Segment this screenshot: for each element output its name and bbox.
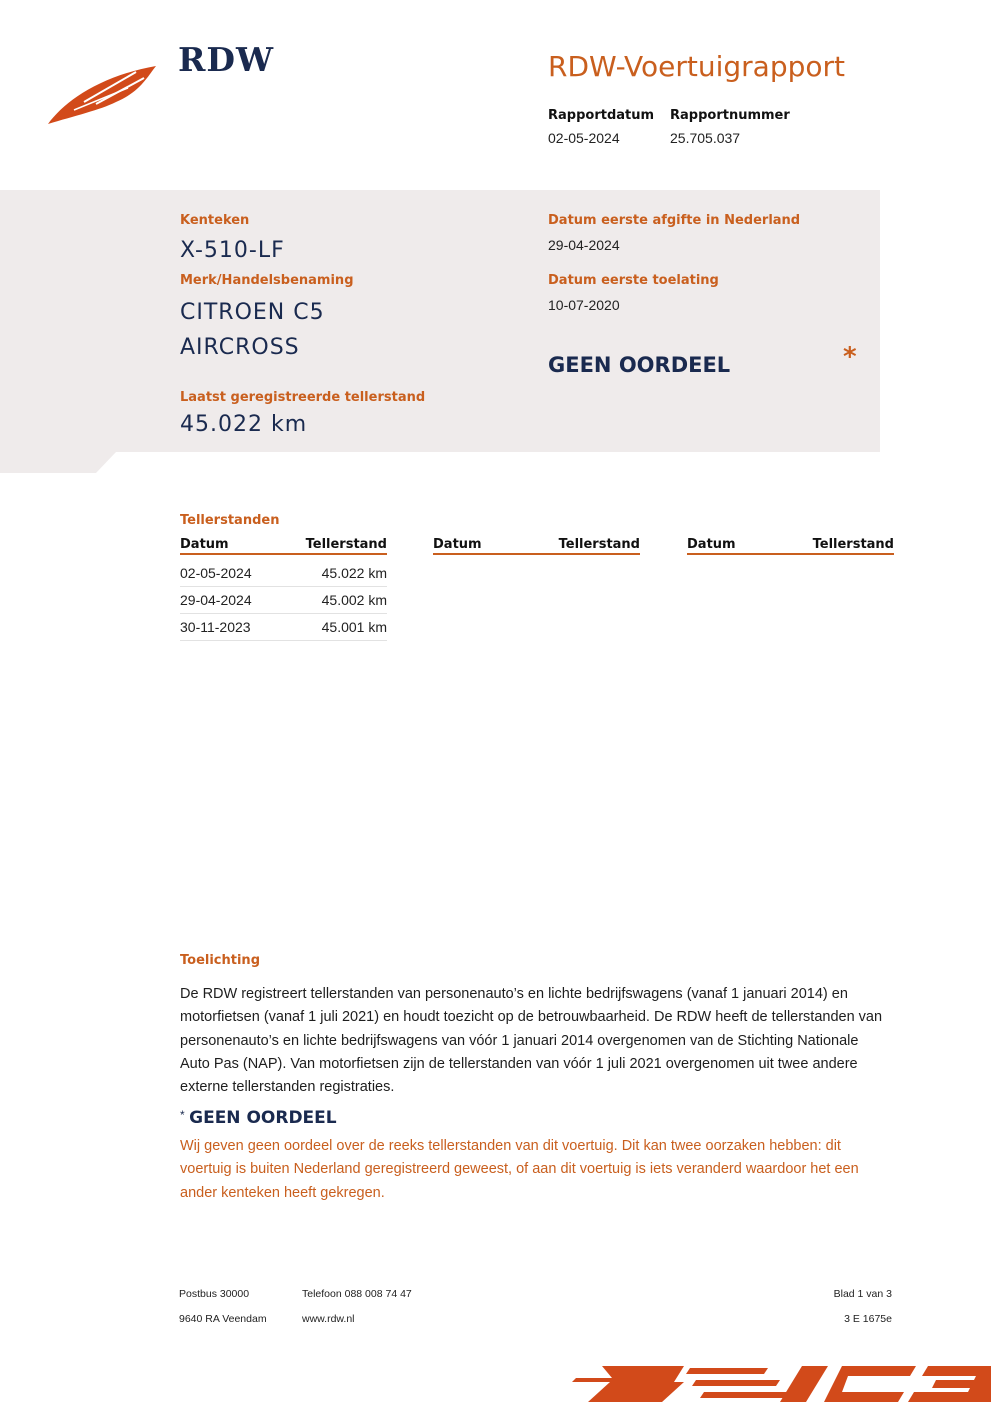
toelating-label: Datum eerste toelating	[548, 273, 719, 288]
tellerstand-value: 45.022 km	[180, 412, 308, 437]
rapportdatum-label: Rapportdatum	[548, 108, 655, 123]
rapportnummer-value: 25.705.037	[670, 130, 741, 146]
rapportnummer-label: Rapportnummer	[670, 108, 790, 123]
footer-plaats: 9640 RA Veendam	[179, 1313, 267, 1325]
rdw-logo-icon	[44, 62, 164, 126]
rdw-logo-text: RDW	[178, 40, 275, 79]
row-stand: 45.001 km	[321, 619, 387, 635]
afgifte-label: Datum eerste afgifte in Nederland	[548, 213, 801, 228]
afgifte-value: 29-04-2024	[548, 237, 620, 253]
oordeel-star-note: *	[180, 1108, 185, 1122]
col-tellerstand: Tellerstand	[305, 537, 387, 552]
row-datum: 30-11-2023	[180, 619, 251, 635]
row-datum: 02-05-2024	[180, 565, 252, 581]
oordeel-explanation-text: Wij geven geen oordeel over de reeks tellerstanden van dit voertuig. Dit kan twee oorzaken hebben: dit voertuig is buiten Nederland geregistreerd geweest, of aan dit voertuig is iets veranderd waardoor het een ander kenteken heeft gekregen.	[180, 1138, 859, 1201]
toelating-value: 10-07-2020	[548, 297, 620, 313]
footer-telefoon: Telefoon 088 008 74 47	[302, 1288, 412, 1300]
oordeel-star-marker: *	[843, 342, 857, 372]
footer-postbus: Postbus 30000	[179, 1288, 250, 1300]
table-header	[433, 537, 640, 555]
tellerstanden-table-2	[433, 537, 640, 555]
rapportdatum-value: 02-05-2024	[548, 130, 620, 146]
col-tellerstand: Tellerstand	[812, 537, 894, 552]
merk-value-line2: AIRCROSS	[180, 335, 300, 360]
col-datum: Datum	[433, 537, 482, 552]
col-datum: Datum	[180, 537, 229, 552]
merk-label: Merk/Handelsbenaming	[180, 273, 354, 288]
table-header	[687, 537, 894, 555]
row-datum: 29-04-2024	[180, 592, 252, 608]
vehicle-summary-panel	[0, 190, 880, 473]
tellerstanden-title: Tellerstanden	[180, 513, 280, 528]
footer-page-number: Blad 1 van 3	[833, 1288, 892, 1300]
oordeel-verdict: GEEN OORDEEL	[548, 353, 731, 377]
table-row	[180, 614, 387, 641]
row-stand: 45.022 km	[321, 565, 387, 581]
toelichting-title: Toelichting	[180, 953, 260, 968]
tellerstanden-table-3	[687, 537, 894, 555]
table-row	[180, 560, 387, 587]
footer-stripes-decoration	[566, 1362, 991, 1403]
kenteken-label: Kenteken	[180, 213, 250, 228]
footer-doc-code: 3 E 1675e	[844, 1313, 892, 1325]
tellerstanden-table-1	[180, 537, 387, 641]
table-row	[180, 587, 387, 614]
footer-website[interactable]: www.rdw.nl	[302, 1313, 355, 1325]
oordeel-explanation-heading	[180, 1108, 337, 1128]
report-title: RDW-Voertuigrapport	[548, 50, 845, 83]
oordeel-explanation-title: GEEN OORDEEL	[189, 1108, 337, 1128]
row-stand: 45.002 km	[321, 592, 387, 608]
toelichting-text: De RDW registreert tellerstanden van personenauto’s en lichte bedrijfswagens (vanaf 1 januari 2014) en motorfietsen (vanaf 1 juli 2021) en houdt toezicht op de betrouwbaarheid. De RDW heeft de tellerstanden van personenauto’s en lichte bedrijfswagens van vóór 1 januari 2014 overgenomen van de Stichting Nationale Auto Pas (NAP). Van motorfietsen zijn de tellerstanden van vóór 1 juli 2021 overgenomen uit twee andere externe tellerstanden registraties.	[180, 986, 883, 1096]
col-datum: Datum	[687, 537, 736, 552]
tellerstand-label: Laatst geregistreerde tellerstand	[180, 390, 426, 405]
kenteken-value: X-510-LF	[180, 238, 285, 263]
table-header	[180, 537, 387, 555]
merk-value-line1: CITROEN C5	[180, 300, 325, 325]
col-tellerstand: Tellerstand	[558, 537, 640, 552]
